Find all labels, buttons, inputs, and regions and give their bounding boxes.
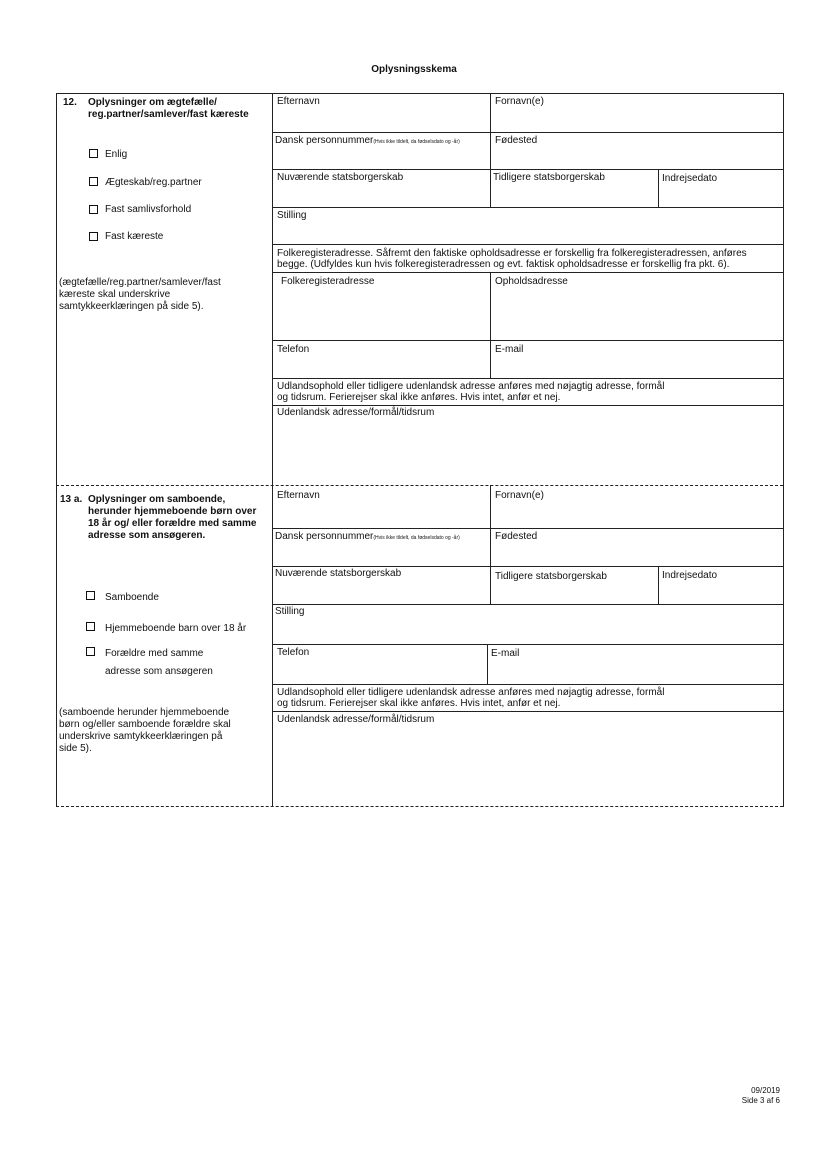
s12-email-label: E-mail bbox=[495, 344, 524, 355]
s12-email-field[interactable] bbox=[491, 356, 782, 377]
s12-indrejsedato-field[interactable] bbox=[659, 185, 782, 206]
s12-foedested-field[interactable] bbox=[491, 147, 782, 168]
s13-nuv-statsborgerskab-label: Nuværende statsborgerskab bbox=[275, 568, 402, 579]
s13-nuv-statsborgerskab-field[interactable] bbox=[273, 580, 489, 603]
option-samboende-label: Samboende bbox=[105, 592, 159, 603]
s13-cpr-note: (Hvis ikke tildelt, da fødselsdato og -år) bbox=[373, 535, 460, 541]
s13-foedested-label: Fødested bbox=[495, 531, 538, 542]
footer-page-number: Side 3 af 6 bbox=[741, 1096, 780, 1105]
s13-indrejsedato-label: Indrejsedato bbox=[662, 570, 718, 581]
s13-telefon-field[interactable] bbox=[273, 659, 486, 683]
option-hjemmeboende-barn-label: Hjemmeboende barn over 18 år bbox=[105, 623, 247, 634]
option-foraeldre-label: Forældre med samme bbox=[105, 648, 204, 659]
s12-opholdsadresse-field[interactable] bbox=[491, 289, 782, 339]
s12-tidl-statsborgerskab-field[interactable] bbox=[491, 184, 657, 206]
section-13a-heading-line1: Oplysninger om samboende, bbox=[88, 494, 226, 505]
section-12-note-line2: kæreste skal underskrive bbox=[59, 289, 171, 300]
s12-udland-adresse-field[interactable] bbox=[273, 420, 782, 484]
section-13a-note-line3: underskrive samtykkeerklæringen på bbox=[59, 731, 223, 742]
s12-udland-adresse-label: Udenlandsk adresse/formål/tidsrum bbox=[277, 407, 435, 418]
s12-nuv-statsborgerskab-field[interactable] bbox=[273, 184, 489, 206]
section-12-note-line3: samtykkeerklæringen på side 5). bbox=[59, 301, 204, 312]
s12-fornavn-label: Fornavn(e) bbox=[495, 96, 544, 107]
s12-nuv-statsborgerskab-label: Nuværende statsborgerskab bbox=[277, 172, 404, 183]
s13-udland-note-line1: Udlandsophold eller tidligere udenlandsk adresse anføres med nøjagtig adresse, formål bbox=[277, 687, 665, 698]
s13-tidl-statsborgerskab-field[interactable] bbox=[491, 583, 657, 603]
s12-stilling-label: Stilling bbox=[277, 210, 307, 221]
section-13a-note-line2: børn og/eller samboende forældre skal bbox=[59, 719, 231, 730]
section-12-number: 12. bbox=[63, 97, 77, 108]
s13-email-label: E-mail bbox=[491, 648, 520, 659]
s12-telefon-label: Telefon bbox=[277, 344, 310, 355]
s13-email-field[interactable] bbox=[488, 660, 782, 683]
s12-folkereg-note-line2: begge. (Udfyldes kun hvis folkeregisteradressen og evt. faktisk opholdsadresse er forskellig fra pkt. 6). bbox=[277, 259, 730, 270]
s12-foedested-label: Fødested bbox=[495, 135, 538, 146]
option-fast-samlivsforhold-label: Fast samlivsforhold bbox=[105, 204, 192, 215]
s12-cpr-label: Dansk personnummer(Hvis ikke tildelt, da fødselsdato og -år) bbox=[275, 135, 460, 146]
s13-udland-adresse-field[interactable] bbox=[273, 727, 782, 805]
s12-fornavn-field[interactable] bbox=[491, 108, 782, 131]
section-13a-heading-line2: herunder hjemmeboende børn over bbox=[88, 506, 257, 517]
s12-efternavn-field[interactable] bbox=[273, 108, 489, 131]
section-13a-note-line4: side 5). bbox=[59, 743, 92, 754]
page-title: Oplysningsskema bbox=[371, 64, 457, 75]
s12-cpr-note: (Hvis ikke tildelt, da fødselsdato og -år) bbox=[373, 139, 460, 145]
s13-indrejsedato-field[interactable] bbox=[659, 582, 782, 603]
s13-fornavn-label: Fornavn(e) bbox=[495, 490, 544, 501]
section-13a-heading-line3: 18 år og/ eller forældre med samme bbox=[88, 518, 257, 529]
checkbox-enlig[interactable] bbox=[89, 149, 98, 158]
s13-cpr-field[interactable] bbox=[273, 543, 489, 565]
section-13a-note-line1: (samboende herunder hjemmeboende bbox=[59, 707, 230, 718]
s13-udland-note-line2: og tidsrum. Ferierejser skal ikke anføres. Hvis intet, anfør et nej. bbox=[277, 698, 561, 709]
s13-tidl-statsborgerskab-label: Tidligere statsborgerskab bbox=[495, 571, 607, 582]
s13-efternavn-label: Efternavn bbox=[277, 490, 320, 501]
checkbox-aegteskab[interactable] bbox=[89, 177, 98, 186]
footer-date: 09/2019 bbox=[751, 1086, 780, 1095]
s12-udland-note-line1: Udlandsophold eller tidligere udenlandsk adresse anføres med nøjagtig adresse, formål bbox=[277, 381, 665, 392]
s12-folkeregisteradresse-label: Folkeregisteradresse bbox=[281, 276, 375, 287]
s12-telefon-field[interactable] bbox=[273, 356, 489, 377]
checkbox-samboende[interactable] bbox=[86, 591, 95, 600]
section-12-heading-line2: reg.partner/samlever/fast kæreste bbox=[88, 109, 249, 120]
s12-efternavn-label: Efternavn bbox=[277, 96, 320, 107]
section-13a-heading-line4: adresse som ansøgeren. bbox=[88, 530, 206, 541]
s13-stilling-field[interactable] bbox=[273, 618, 782, 643]
s12-indrejsedato-label: Indrejsedato bbox=[662, 173, 718, 184]
page-footer bbox=[742, 1086, 780, 1106]
checkbox-fast-samlivsforhold[interactable] bbox=[89, 205, 98, 214]
s13-foedested-field[interactable] bbox=[491, 543, 782, 565]
option-aegteskab-label: Ægteskab/reg.partner bbox=[105, 177, 202, 188]
s12-stilling-field[interactable] bbox=[273, 222, 782, 243]
section-12-heading-line1: Oplysninger om ægtefælle/ bbox=[88, 97, 217, 108]
s12-opholdsadresse-label: Opholdsadresse bbox=[495, 276, 568, 287]
section-12-note-line1: (ægtefælle/reg.partner/samlever/fast bbox=[59, 277, 221, 288]
s13-fornavn-field[interactable] bbox=[491, 502, 782, 527]
s13-cpr-label: Dansk personnummer(Hvis ikke tildelt, da fødselsdato og -år) bbox=[275, 531, 460, 542]
s12-folkereg-note-line1: Folkeregisteradresse. Såfremt den faktiske opholdsadresse er forskellig fra folkeregisteradressen, anføres bbox=[277, 248, 747, 259]
option-fast-kaereste-label: Fast kæreste bbox=[105, 231, 164, 242]
s12-tidl-statsborgerskab-label: Tidligere statsborgerskab bbox=[493, 172, 605, 183]
s13-telefon-label: Telefon bbox=[277, 647, 310, 658]
s12-folkeregisteradresse-field[interactable] bbox=[273, 289, 489, 339]
section-13a-number: 13 a. bbox=[60, 494, 83, 505]
s12-udland-note-line2: og tidsrum. Ferierejser skal ikke anføres. Hvis intet, anfør et nej. bbox=[277, 392, 561, 403]
option-enlig-label: Enlig bbox=[105, 149, 128, 160]
checkbox-foraeldre[interactable] bbox=[86, 647, 95, 656]
option-foraeldre-label-line2: adresse som ansøgeren bbox=[105, 666, 213, 677]
checkbox-fast-kaereste[interactable] bbox=[89, 232, 98, 241]
s13-stilling-label: Stilling bbox=[275, 606, 305, 617]
checkbox-hjemmeboende-barn[interactable] bbox=[86, 622, 95, 631]
s12-cpr-field[interactable] bbox=[273, 147, 489, 168]
s13-efternavn-field[interactable] bbox=[273, 502, 489, 527]
s13-udland-adresse-label: Udenlandsk adresse/formål/tidsrum bbox=[277, 714, 435, 725]
